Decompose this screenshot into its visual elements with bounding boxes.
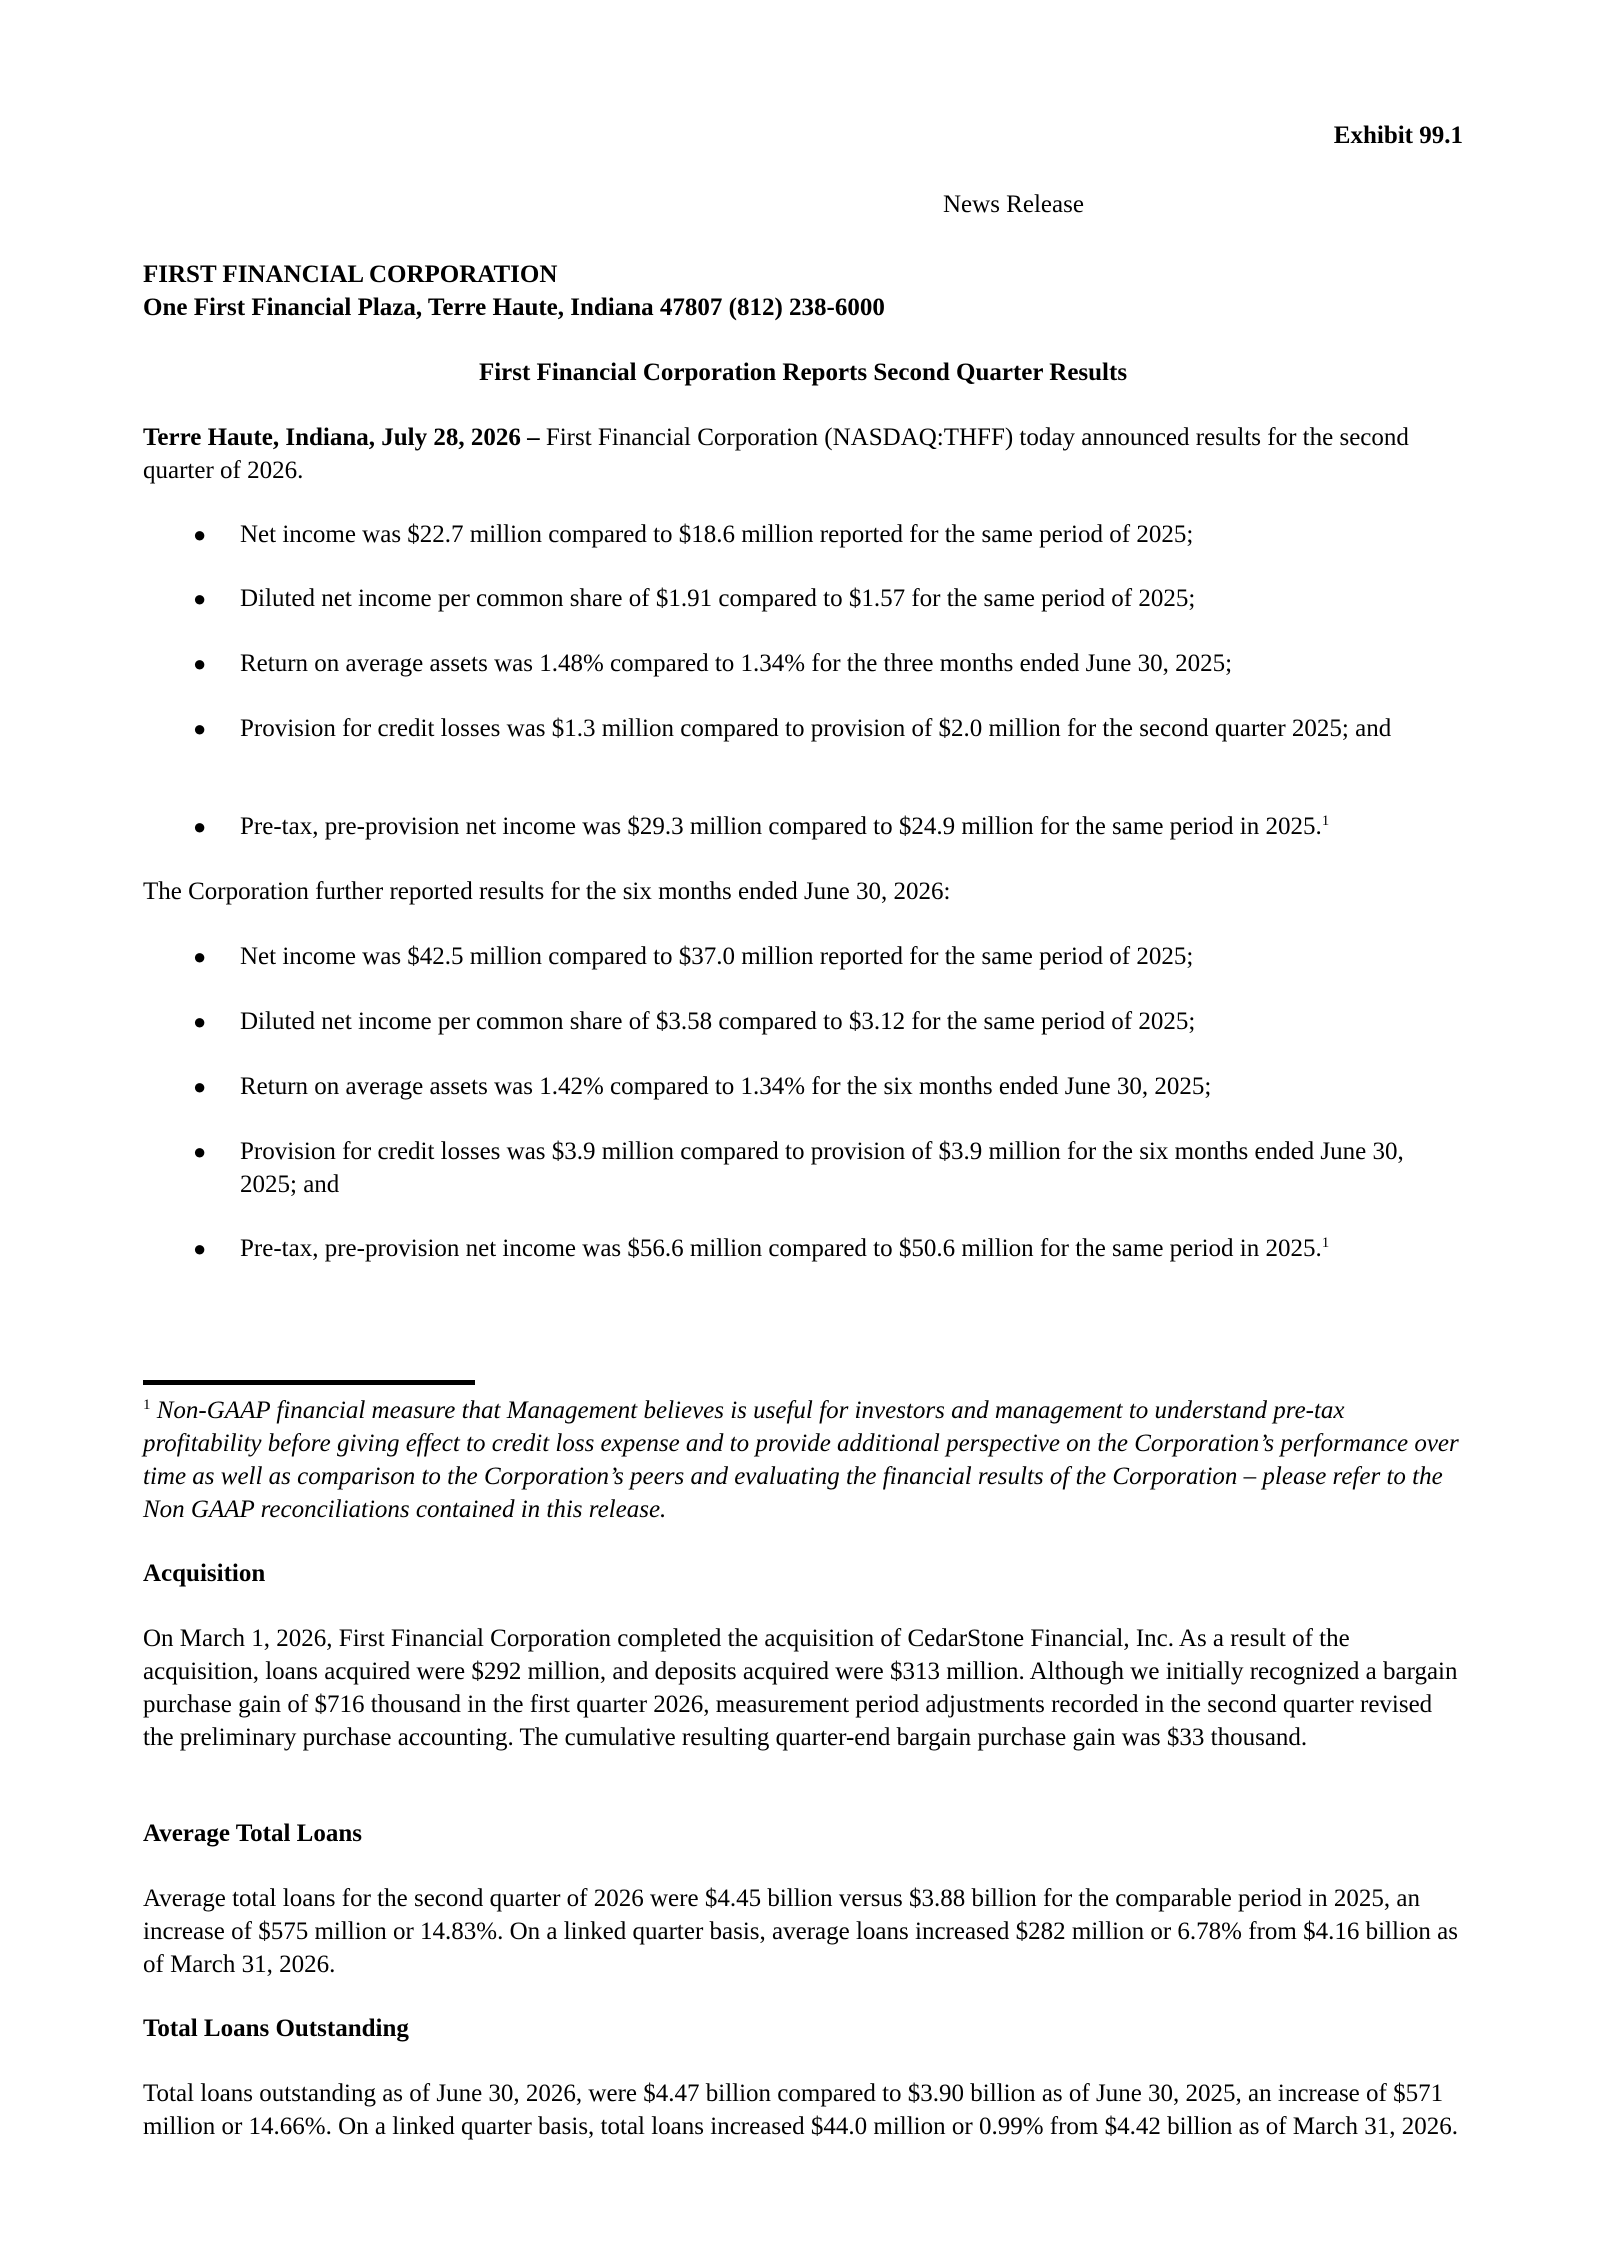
bullet-text: Pre-tax, pre-provision net income was $56.6 million compared to $50.6 million for the same period in 2025. xyxy=(240,1235,1322,1262)
headline: First Financial Corporation Reports Second Quarter Results xyxy=(478,359,1128,386)
bullet-icon: ● xyxy=(193,1139,207,1164)
news-release-label: News Release xyxy=(943,191,1084,218)
section-heading-average-loans: Average Total Loans xyxy=(143,1820,362,1847)
bullet-text: Provision for credit losses was $3.9 million compared to provision of $3.9 million for the six months ended June 30, 2025; and xyxy=(240,1138,1404,1198)
bullet-icon: ● xyxy=(193,522,207,547)
intro-text: First Financial Corporation (NASDAQ:THFF) today announced results for the second quarter of 2026. xyxy=(143,424,1409,484)
exhibit-label: Exhibit 99.1 xyxy=(1333,122,1463,149)
bullet-text: Diluted net income per common share of $1.91 compared to $1.57 for the same period of 2025; xyxy=(240,585,1196,612)
bullet-text: Net income was $42.5 million compared to $37.0 million reported for the same period of 2025; xyxy=(240,943,1194,970)
bullet-text: Pre-tax, pre-provision net income was $29.3 million compared to $24.9 million for the same period in 2025. xyxy=(240,813,1322,840)
bullet-icon: ● xyxy=(193,1236,207,1261)
footnote-marker: 1 xyxy=(1321,813,1330,829)
bullet-icon: ● xyxy=(193,651,207,676)
footnote-divider xyxy=(143,1380,475,1385)
list-item xyxy=(143,647,1463,680)
footnote-number: 1 xyxy=(143,1397,151,1413)
section-text-average-loans: Average total loans for the second quarter of 2026 were $4.45 billion versus $3.88 billion for the comparable period in 2025, an increase of $575 million or 14.83%. On a linked quarter basis, average loans increased $282 million or 6.78% from $4.16 billion as of March 31, 2026. xyxy=(143,1885,1458,1978)
section-text-acquisition: On March 1, 2026, First Financial Corporation completed the acquisition of CedarStone Financial, Inc. As a result of the acquisition, loans acquired were $292 million, and deposits acquired were $313 million. Although we initially recognized a bargain purchase gain of $716 thousand in the first quarter 2026, measurement period adjustments recorded in the second quarter revised the preliminary purchase accounting. The cumulative resulting quarter-end bargain purchase gain was $33 thousand. xyxy=(143,1625,1458,1751)
section-heading-acquisition: Acquisition xyxy=(143,1560,266,1587)
list-item xyxy=(143,940,1463,973)
intro-paragraph xyxy=(143,421,1463,487)
bullet-text: Return on average assets was 1.42% compared to 1.34% for the six months ended June 30, 2025; xyxy=(240,1073,1212,1100)
list-item xyxy=(143,1005,1463,1038)
bullet-icon: ● xyxy=(193,716,207,741)
list-item xyxy=(143,810,1463,843)
bullet-text: Return on average assets was 1.48% compared to 1.34% for the three months ended June 30, 2025; xyxy=(240,650,1233,677)
bullet-text: Diluted net income per common share of $3.58 compared to $3.12 for the same period of 2025; xyxy=(240,1008,1196,1035)
list-item xyxy=(143,1135,1463,1201)
bullet-icon: ● xyxy=(193,586,207,611)
bullet-icon: ● xyxy=(193,1074,207,1099)
company-address: One First Financial Plaza, Terre Haute, Indiana 47807 (812) 238-6000 xyxy=(143,294,885,321)
list-item xyxy=(143,1070,1463,1103)
list-item xyxy=(143,582,1463,615)
footnote-text: Non-GAAP financial measure that Management believes is useful for investors and management to understand pre-tax profitability before giving effect to credit loss expense and to provide additional perspective on the Corporation’s performance over time as well as comparison to the Corporation’s peers and evaluating the financial results of the Corporation – please refer to the Non GAAP reconciliations contained in this release. xyxy=(143,1397,1459,1523)
footnote xyxy=(143,1394,1463,1526)
company-name: FIRST FINANCIAL CORPORATION xyxy=(143,261,558,288)
list-item xyxy=(143,518,1463,551)
bullet-icon: ● xyxy=(193,1009,207,1034)
footnote-marker: 1 xyxy=(1321,1235,1330,1251)
section-heading-total-loans: Total Loans Outstanding xyxy=(143,2015,409,2042)
list-item xyxy=(143,1232,1463,1265)
list-item xyxy=(143,712,1463,745)
section-text-total-loans: Total loans outstanding as of June 30, 2026, were $4.47 billion compared to $3.90 billion as of June 30, 2025, an increase of $571 million or 14.66%. On a linked quarter basis, total loans increased $44.0 million or 0.99% from $4.42 billion as of March 31, 2026. xyxy=(143,2080,1459,2140)
dateline: Terre Haute, Indiana, July 28, 2026 – xyxy=(143,424,540,451)
bullet-text: Net income was $22.7 million compared to $18.6 million reported for the same period of 2025; xyxy=(240,521,1194,548)
bullet-text: Provision for credit losses was $1.3 million compared to provision of $2.0 million for the second quarter 2025; and xyxy=(240,715,1392,742)
company-block xyxy=(143,258,885,324)
bullet-icon: ● xyxy=(193,814,207,839)
six-month-intro: The Corporation further reported results for the six months ended June 30, 2026: xyxy=(143,878,951,905)
bullet-icon: ● xyxy=(193,944,207,969)
